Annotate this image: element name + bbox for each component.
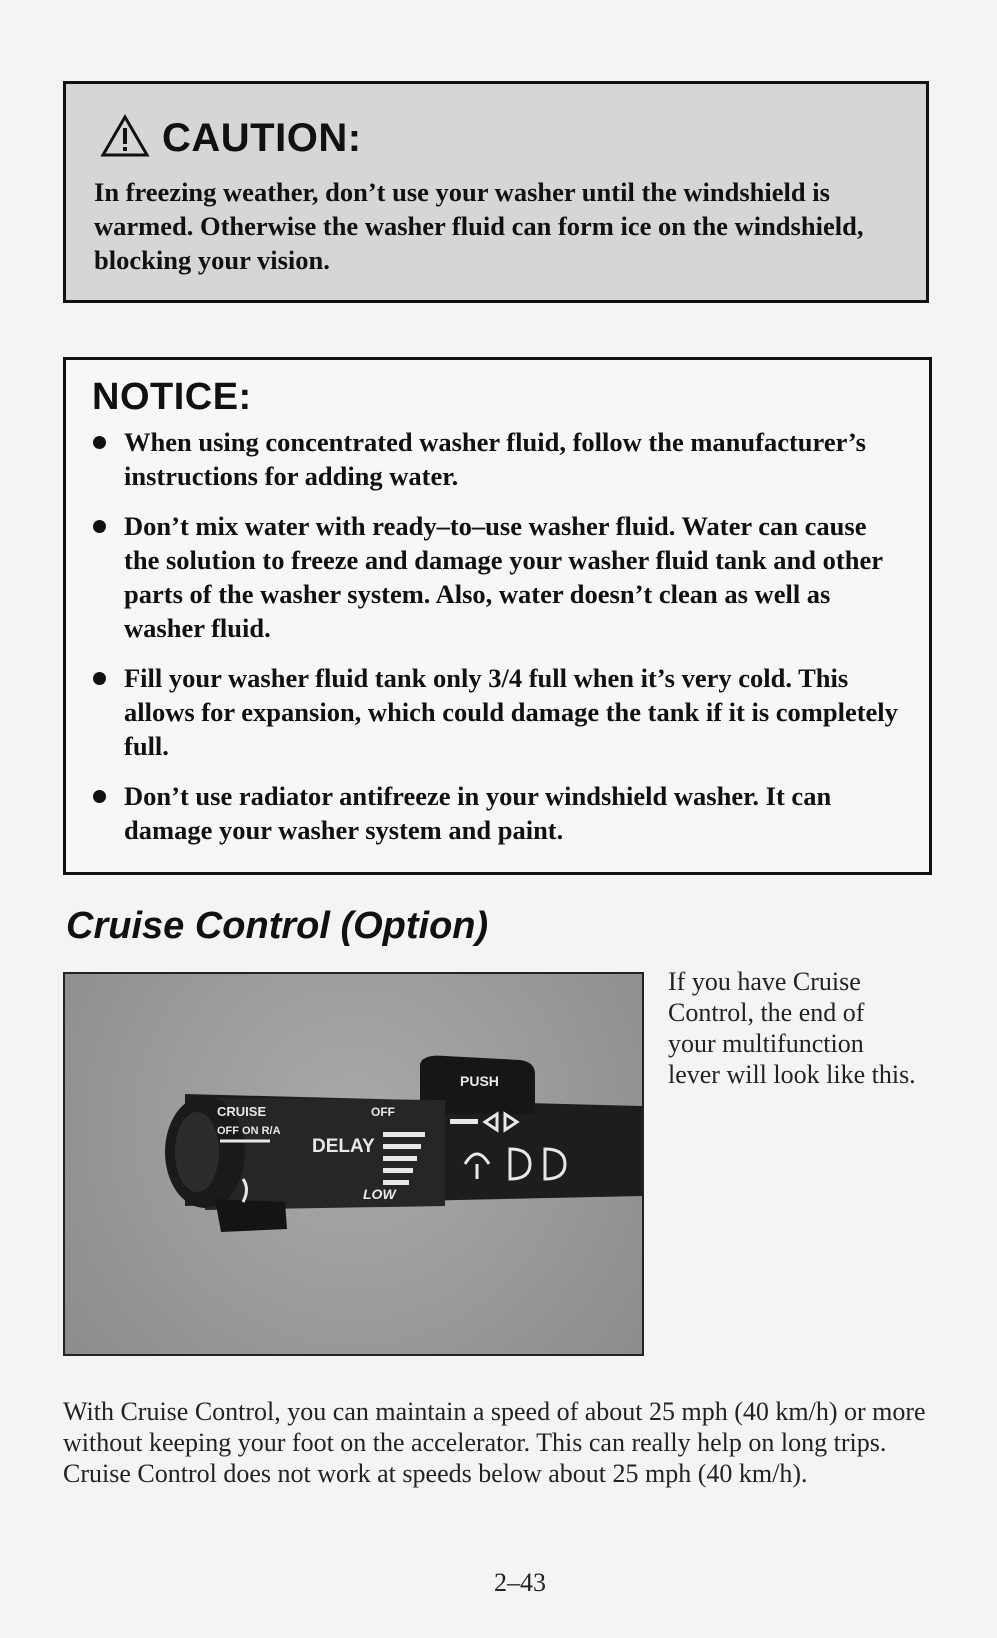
notice-item-text: When using concentrated washer fluid, follow the manufacturer’s instructions for adding water. xyxy=(124,427,866,491)
caution-box xyxy=(63,81,929,303)
page-number: 2–43 xyxy=(494,1568,546,1597)
cruise-control-paragraph: With Cruise Control, you can maintain a speed of about 25 mph (40 km/h) or more without keeping your foot on the accelerator. This can really help on long trips. Cruise Control does not work at speeds below about 25 mph (40 km/h). xyxy=(63,1397,926,1488)
notice-item-text: Don’t use radiator antifreeze in your windshield washer. It can damage your washer system and paint. xyxy=(124,781,832,845)
delay-label: DELAY xyxy=(312,1136,375,1157)
caution-title: CAUTION: xyxy=(162,116,362,160)
bullet-icon xyxy=(93,672,106,685)
cruise-label: CRUISE xyxy=(217,1104,267,1119)
low-label: LOW xyxy=(363,1186,396,1202)
caution-header xyxy=(100,114,898,163)
notice-item xyxy=(92,509,901,645)
push-label: PUSH xyxy=(460,1073,499,1089)
notice-item-text: Fill your washer fluid tank only 3/4 full when it’s very cold. This allows for expansion, which could damage the tank if it is completely full. xyxy=(124,663,898,761)
bullet-icon xyxy=(93,520,106,533)
cruise-modes-label: OFF ON R/A xyxy=(217,1125,281,1137)
caution-text: In freezing weather, don’t use your washer until the windshield is warmed. Otherwise the washer fluid can form ice on the windshield, blocking your vision. xyxy=(94,177,864,275)
notice-item xyxy=(92,779,901,847)
multifunction-lever-photo xyxy=(63,972,644,1356)
notice-item xyxy=(92,661,901,763)
notice-title: NOTICE: xyxy=(92,376,252,418)
notice-list xyxy=(92,425,901,847)
notice-item xyxy=(92,425,901,493)
bullet-icon xyxy=(93,436,106,449)
wiper-off-label: OFF xyxy=(371,1105,395,1119)
section-title: Cruise Control (Option) xyxy=(66,905,489,947)
photo-caption: If you have Cruise Control, the end of your multifunction lever will look like this. xyxy=(668,967,916,1089)
notice-box xyxy=(63,357,932,875)
warning-triangle-icon xyxy=(100,114,150,163)
bullet-icon xyxy=(93,790,106,803)
notice-item-text: Don’t mix water with ready–to–use washer fluid. Water can cause the solution to freeze and damage your washer fluid tank and other parts of the washer system. Also, water doesn’t clean as well as washer fluid. xyxy=(124,511,883,643)
